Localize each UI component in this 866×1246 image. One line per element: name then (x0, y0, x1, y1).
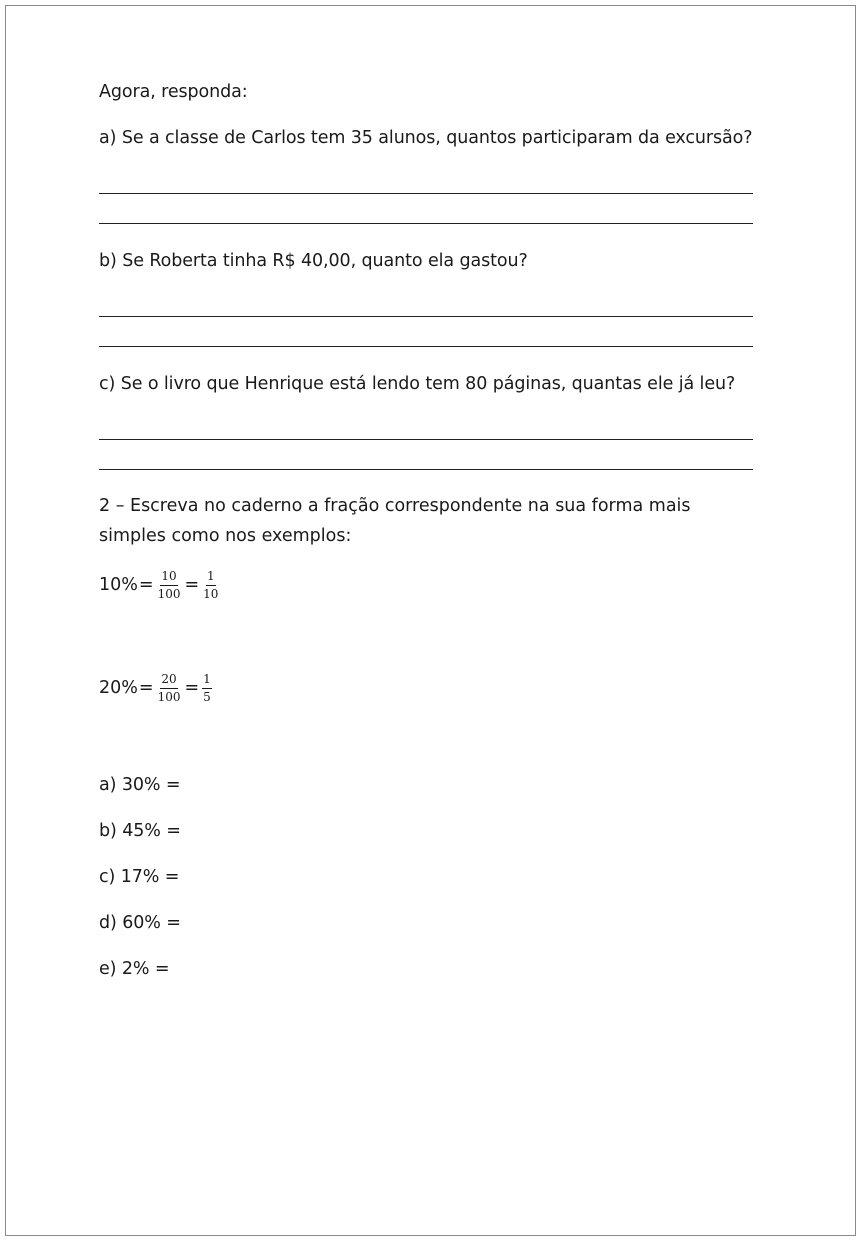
intro-text: Agora, responda: (99, 82, 248, 102)
equals-sign: = (138, 575, 154, 595)
question-a: a) Se a classe de Carlos tem 35 alunos, quantos participaram da excursão? (99, 128, 753, 148)
denominator: 10 (203, 586, 219, 601)
fraction-unsimplified (157, 569, 182, 602)
item-c: c) 17% = (99, 867, 180, 887)
item-b: b) 45% = (99, 821, 181, 841)
answer-line-c1 (99, 439, 753, 440)
numerator: 20 (160, 672, 177, 689)
fraction-simplified (202, 672, 212, 705)
numerator: 10 (160, 569, 177, 586)
equals-sign: = (184, 575, 200, 595)
answer-line-b1 (99, 316, 753, 317)
question-b: b) Se Roberta tinha R$ 40,00, quanto ela gastou? (99, 251, 528, 271)
numerator: 1 (206, 569, 216, 586)
example-percent: 10% (99, 575, 138, 595)
numerator: 1 (202, 672, 212, 689)
worksheet-page (5, 5, 856, 1236)
example-percent: 20% (99, 678, 138, 698)
example-10-percent (99, 563, 221, 607)
denominator: 100 (157, 689, 181, 704)
answer-line-b2 (99, 346, 753, 347)
answer-line-a1 (99, 193, 753, 194)
exercise-2-instruction: 2 – Escreva no caderno a fração correspondente na sua forma mais simples como nos exemplos: (99, 496, 691, 546)
answer-line-c2 (99, 469, 753, 470)
fraction-simplified (202, 569, 219, 602)
equals-sign: = (138, 678, 154, 698)
denominator: 5 (203, 689, 211, 704)
item-a: a) 30% = (99, 775, 181, 795)
item-d: d) 60% = (99, 913, 181, 933)
answer-line-a2 (99, 223, 753, 224)
fraction-unsimplified (157, 672, 182, 705)
example-20-percent (99, 666, 214, 710)
denominator: 100 (157, 586, 181, 601)
question-c: c) Se o livro que Henrique está lendo tem 80 páginas, quantas ele já leu? (99, 374, 736, 394)
equals-sign: = (184, 678, 200, 698)
item-e: e) 2% = (99, 959, 170, 979)
